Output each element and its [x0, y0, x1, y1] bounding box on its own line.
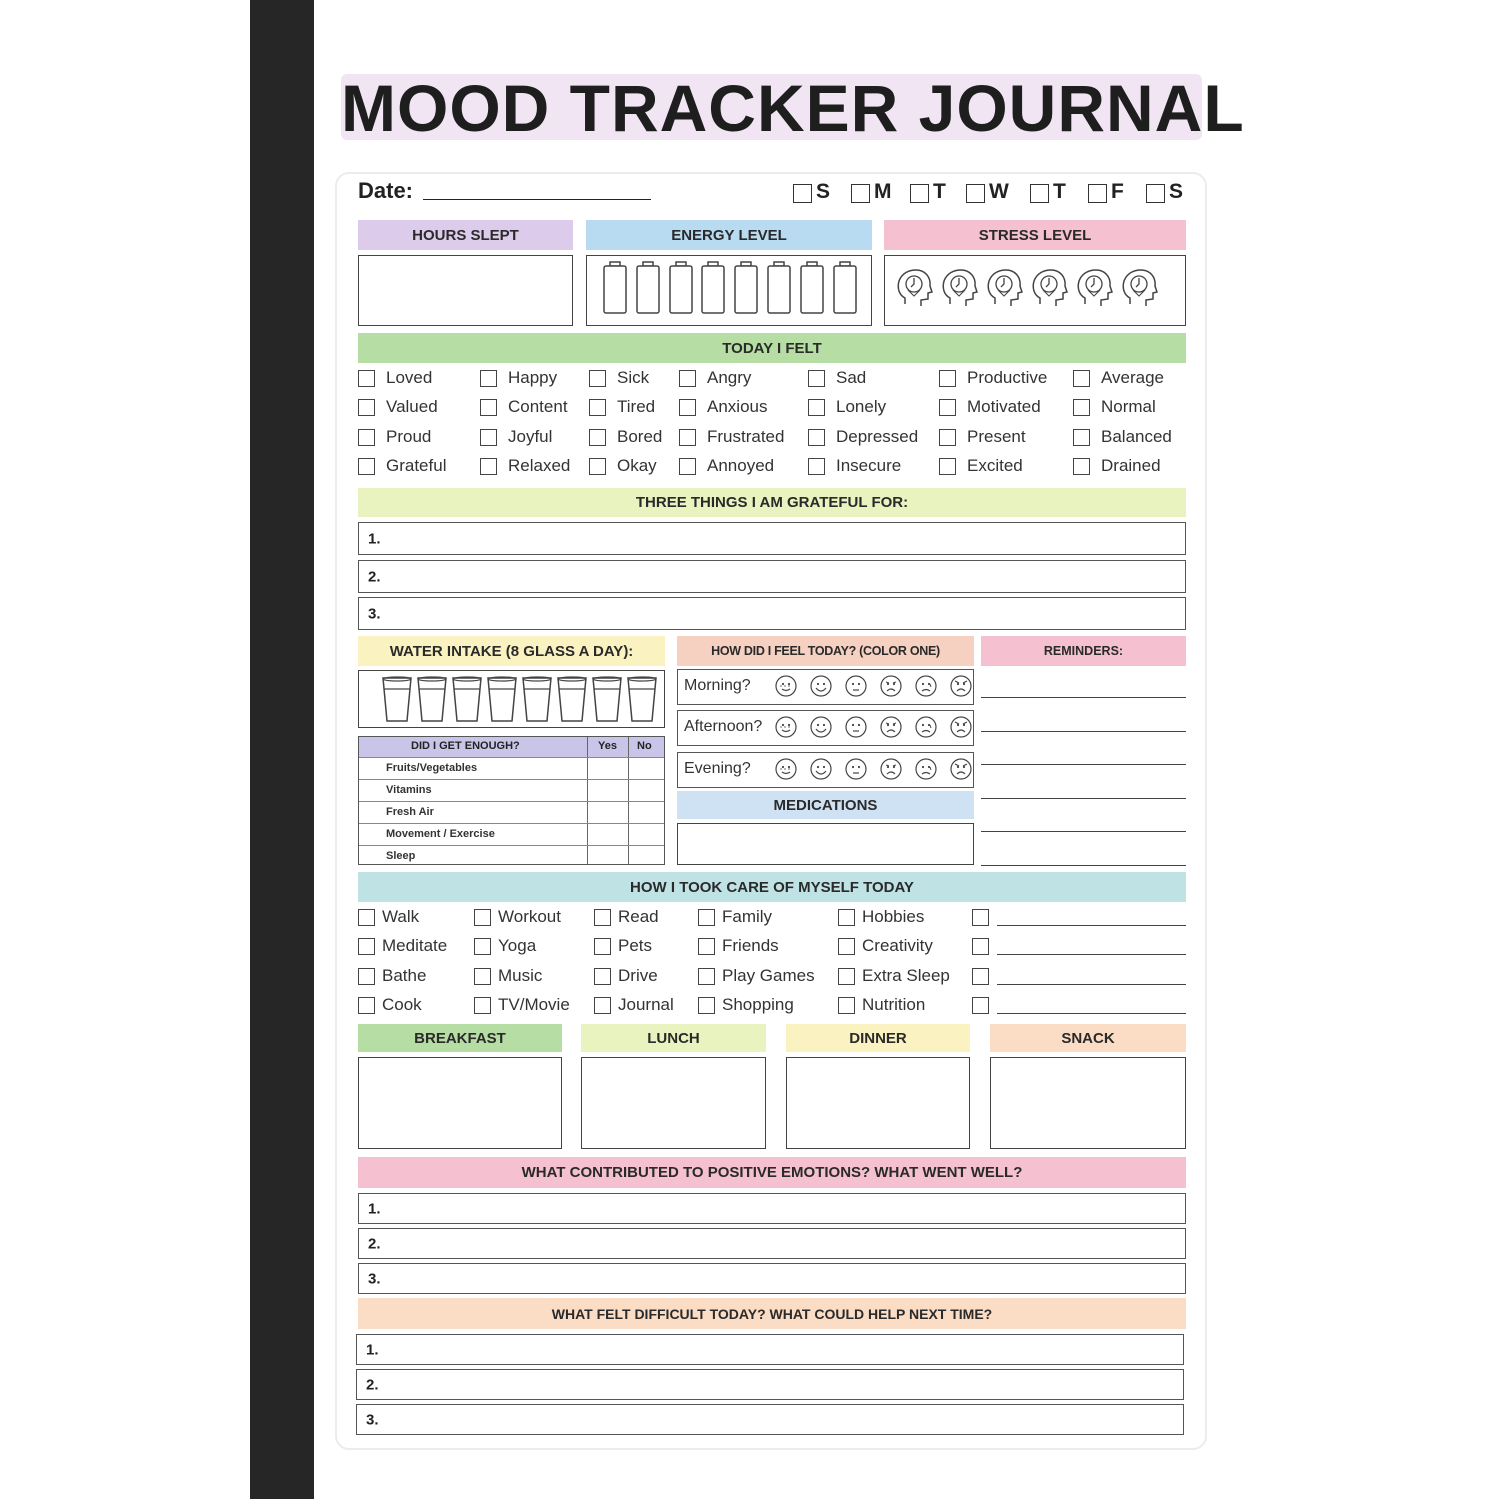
self-care-checkbox[interactable] — [358, 997, 375, 1014]
feeling-checkbox[interactable] — [589, 429, 606, 446]
no-cell[interactable] — [629, 846, 664, 864]
feeling-label: Depressed — [836, 427, 919, 446]
reminders-header: REMINDERS: — [981, 636, 1186, 666]
self-care-label: Bathe — [382, 966, 427, 985]
feeling-label: Annoyed — [707, 456, 775, 475]
self-care-label: Walk — [382, 907, 420, 926]
feeling-checkbox[interactable] — [480, 458, 497, 475]
feeling-label: Drained — [1101, 456, 1161, 475]
stress-head-icon[interactable] — [1075, 268, 1113, 310]
self-care-checkbox[interactable] — [698, 968, 715, 985]
reminder-line[interactable] — [981, 798, 1186, 799]
weekday-label: W — [989, 180, 1009, 203]
self-care-label: Workout — [498, 907, 561, 926]
stress-head-icon[interactable] — [985, 268, 1023, 310]
feeling-checkbox[interactable] — [1073, 458, 1090, 475]
self-care-label: Hobbies — [862, 907, 925, 926]
feeling-checkbox[interactable] — [358, 399, 375, 416]
custom-self-care-checkbox[interactable] — [972, 968, 989, 985]
custom-self-care-checkbox[interactable] — [972, 938, 989, 955]
feeling-checkbox[interactable] — [589, 370, 606, 387]
feeling-label: Sad — [836, 368, 867, 387]
reminder-line[interactable] — [981, 764, 1186, 765]
water-glass-icon[interactable] — [381, 675, 413, 723]
self-care-checkbox[interactable] — [358, 938, 375, 955]
no-cell[interactable] — [629, 824, 664, 845]
worried-face-icon[interactable] — [880, 716, 904, 740]
snack-box[interactable] — [990, 1057, 1186, 1149]
feeling-label: Balanced — [1101, 427, 1172, 446]
self-care-header: HOW I TOOK CARE OF MYSELF TODAY — [358, 872, 1186, 902]
enough-table-row-label: Fresh Air — [386, 806, 434, 818]
feeling-label: Grateful — [386, 456, 447, 475]
feeling-label: Anxious — [707, 397, 768, 416]
angry-face-icon[interactable] — [950, 675, 974, 699]
lunch-box[interactable] — [581, 1057, 766, 1149]
feeling-checkbox[interactable] — [679, 370, 696, 387]
lunch-header: LUNCH — [581, 1024, 766, 1052]
feeling-label: Tired — [617, 397, 656, 416]
calm-face-icon[interactable] — [775, 716, 799, 740]
row-number: 2. — [368, 568, 381, 585]
self-care-label: Pets — [618, 936, 653, 955]
self-care-checkbox[interactable] — [698, 997, 715, 1014]
feeling-checkbox[interactable] — [939, 399, 956, 416]
feeling-checkbox[interactable] — [358, 429, 375, 446]
breakfast-header: BREAKFAST — [358, 1024, 562, 1052]
self-care-checkbox[interactable] — [474, 909, 491, 926]
feeling-checkbox[interactable] — [589, 399, 606, 416]
stress-head-icon[interactable] — [1120, 268, 1158, 310]
self-care-label: Drive — [618, 966, 658, 985]
medications-box[interactable] — [677, 823, 974, 865]
mood-time-label: Morning? — [684, 677, 751, 694]
self-care-label: Journal — [618, 995, 674, 1014]
no-cell[interactable] — [629, 802, 664, 823]
how-did-i-feel-header: HOW DID I FEEL TODAY? (COLOR ONE) — [677, 636, 974, 666]
calm-face-icon[interactable] — [775, 675, 799, 699]
water-glass-icon[interactable] — [451, 675, 483, 723]
self-care-label: Nutrition — [862, 995, 926, 1014]
self-care-label: Meditate — [382, 936, 448, 955]
feeling-label: Bored — [617, 427, 663, 446]
weekday-label: M — [874, 180, 892, 203]
feeling-checkbox[interactable] — [480, 399, 497, 416]
feeling-checkbox[interactable] — [358, 458, 375, 475]
feeling-checkbox[interactable] — [808, 429, 825, 446]
self-care-checkbox[interactable] — [838, 997, 855, 1014]
no-cell[interactable] — [629, 780, 664, 801]
water-glass-icon[interactable] — [591, 675, 623, 723]
custom-self-care-line[interactable] — [997, 925, 1186, 926]
no-column-header: No — [637, 740, 652, 752]
feeling-checkbox[interactable] — [1073, 399, 1090, 416]
feeling-label: Happy — [508, 368, 558, 387]
self-care-label: Friends — [722, 936, 779, 955]
sad-face-icon[interactable] — [915, 758, 939, 782]
feeling-label: Average — [1101, 368, 1165, 387]
feeling-checkbox[interactable] — [358, 370, 375, 387]
battery-icon[interactable] — [635, 261, 661, 315]
self-care-checkbox[interactable] — [358, 909, 375, 926]
dinner-box[interactable] — [786, 1057, 970, 1149]
neutral-face-icon[interactable] — [845, 758, 869, 782]
battery-icon[interactable] — [668, 261, 694, 315]
yes-cell[interactable] — [588, 802, 628, 823]
positive-emotions-header: WHAT CONTRIBUTED TO POSITIVE EMOTIONS? WHAT WENT WELL? — [358, 1157, 1186, 1188]
weekday-checkbox[interactable] — [1088, 184, 1107, 203]
dinner-header: DINNER — [786, 1024, 970, 1052]
page-title: MOOD TRACKER JOURNAL — [341, 71, 1245, 145]
yes-cell[interactable] — [588, 758, 628, 779]
battery-icon[interactable] — [700, 261, 726, 315]
self-care-label: Cook — [382, 995, 422, 1014]
weekday-checkbox[interactable] — [1030, 184, 1049, 203]
weekday-checkbox[interactable] — [910, 184, 929, 203]
feeling-label: Proud — [386, 427, 432, 446]
self-care-checkbox[interactable] — [698, 909, 715, 926]
yes-cell[interactable] — [588, 846, 628, 864]
self-care-checkbox[interactable] — [594, 968, 611, 985]
enough-table-row-label: Sleep — [386, 850, 416, 862]
yes-column-header: Yes — [598, 740, 617, 752]
book-spine — [250, 0, 314, 1499]
feeling-checkbox[interactable] — [939, 429, 956, 446]
feeling-label: Present — [967, 427, 1026, 446]
worried-face-icon[interactable] — [880, 758, 904, 782]
weekday-label: S — [816, 180, 831, 203]
neutral-face-icon[interactable] — [845, 716, 869, 740]
mood-time-row — [677, 710, 974, 746]
feeling-label: Insecure — [836, 456, 902, 475]
battery-icon[interactable] — [733, 261, 759, 315]
battery-icon[interactable] — [832, 261, 858, 315]
grateful-entry[interactable] — [358, 560, 1186, 593]
sad-face-icon[interactable] — [915, 675, 939, 699]
feeling-checkbox[interactable] — [939, 458, 956, 475]
battery-icon[interactable] — [766, 261, 792, 315]
calm-face-icon[interactable] — [775, 758, 799, 782]
feeling-label: Sick — [617, 368, 650, 387]
feeling-checkbox[interactable] — [480, 370, 497, 387]
self-care-label: TV/Movie — [498, 995, 570, 1014]
row-number: 2. — [366, 1376, 379, 1393]
self-care-label: Yoga — [498, 936, 537, 955]
positive-entry[interactable] — [358, 1228, 1186, 1259]
enough-table-row — [359, 823, 664, 845]
water-glass-icon[interactable] — [486, 675, 518, 723]
self-care-checkbox[interactable] — [838, 938, 855, 955]
custom-self-care-checkbox[interactable] — [972, 997, 989, 1014]
breakfast-box[interactable] — [358, 1057, 562, 1149]
custom-self-care-checkbox[interactable] — [972, 909, 989, 926]
reminder-line[interactable] — [981, 697, 1186, 698]
water-glass-icon[interactable] — [416, 675, 448, 723]
weekday-checkbox[interactable] — [1146, 184, 1165, 203]
self-care-label: Creativity — [862, 936, 933, 955]
no-cell[interactable] — [629, 758, 664, 779]
feeling-label: Joyful — [508, 427, 553, 446]
feeling-label: Productive — [967, 368, 1048, 387]
date-label: Date: — [358, 178, 414, 203]
enough-table-row-label: Vitamins — [386, 784, 432, 796]
row-number: 1. — [368, 530, 381, 547]
reminder-line[interactable] — [981, 865, 1186, 866]
grateful-entry[interactable] — [358, 597, 1186, 630]
stress-head-icon[interactable] — [895, 268, 933, 310]
happy-face-icon[interactable] — [810, 758, 834, 782]
hours-slept-header: HOURS SLEPT — [358, 220, 573, 250]
angry-face-icon[interactable] — [950, 716, 974, 740]
feeling-label: Frustrated — [707, 427, 785, 446]
row-number: 3. — [368, 605, 381, 622]
feeling-checkbox[interactable] — [679, 399, 696, 416]
self-care-checkbox[interactable] — [698, 938, 715, 955]
water-intake-header: WATER INTAKE (8 GLASS A DAY): — [358, 636, 665, 666]
weekday-checkbox[interactable] — [793, 184, 812, 203]
custom-self-care-line[interactable] — [997, 984, 1186, 985]
self-care-checkbox[interactable] — [358, 968, 375, 985]
feeling-label: Valued — [386, 397, 438, 416]
grateful-header: THREE THINGS I AM GRATEFUL FOR: — [358, 488, 1186, 517]
self-care-checkbox[interactable] — [594, 938, 611, 955]
angry-face-icon[interactable] — [950, 758, 974, 782]
sad-face-icon[interactable] — [915, 716, 939, 740]
yes-cell[interactable] — [588, 780, 628, 801]
feeling-checkbox[interactable] — [1073, 429, 1090, 446]
today-i-felt-header: TODAY I FELT — [358, 333, 1186, 363]
feeling-checkbox[interactable] — [679, 429, 696, 446]
row-number: 2. — [368, 1235, 381, 1252]
feeling-label: Loved — [386, 368, 433, 387]
grateful-entry[interactable] — [358, 522, 1186, 555]
worried-face-icon[interactable] — [880, 675, 904, 699]
self-care-checkbox[interactable] — [838, 909, 855, 926]
weekday-label: T — [1053, 180, 1066, 203]
row-number: 1. — [366, 1341, 379, 1358]
difficult-header: WHAT FELT DIFFICULT TODAY? WHAT COULD HELP NEXT TIME? — [358, 1298, 1186, 1329]
feeling-label: Normal — [1101, 397, 1156, 416]
self-care-checkbox[interactable] — [474, 997, 491, 1014]
positive-entry[interactable] — [358, 1193, 1186, 1224]
row-number: 3. — [368, 1270, 381, 1287]
hours-slept-box[interactable] — [358, 255, 573, 326]
snack-header: SNACK — [990, 1024, 1186, 1052]
mood-time-label: Evening? — [684, 760, 751, 777]
enough-table-row-label: Movement / Exercise — [386, 828, 495, 840]
self-care-checkbox[interactable] — [594, 997, 611, 1014]
reminder-line[interactable] — [981, 731, 1186, 732]
happy-face-icon[interactable] — [810, 716, 834, 740]
positive-entry[interactable] — [358, 1263, 1186, 1294]
self-care-label: Play Games — [722, 966, 815, 985]
self-care-checkbox[interactable] — [594, 909, 611, 926]
feeling-label: Excited — [967, 456, 1023, 475]
custom-self-care-line[interactable] — [997, 1013, 1186, 1014]
self-care-label: Family — [722, 907, 773, 926]
self-care-label: Extra Sleep — [862, 966, 950, 985]
feeling-checkbox[interactable] — [808, 370, 825, 387]
enough-table — [358, 736, 665, 865]
feeling-label: Content — [508, 397, 568, 416]
energy-level-header: ENERGY LEVEL — [586, 220, 872, 250]
enough-table-row — [359, 801, 664, 823]
difficult-entry[interactable] — [356, 1334, 1184, 1365]
difficult-entry[interactable] — [356, 1404, 1184, 1435]
enough-table-row-label: Fruits/Vegetables — [386, 762, 478, 774]
date-field[interactable] — [423, 199, 651, 200]
self-care-label: Music — [498, 966, 543, 985]
difficult-entry[interactable] — [356, 1369, 1184, 1400]
feeling-checkbox[interactable] — [589, 458, 606, 475]
weekday-checkbox[interactable] — [966, 184, 985, 203]
enough-table-row — [359, 757, 664, 779]
energy-level-box — [586, 255, 872, 326]
feeling-checkbox[interactable] — [480, 429, 497, 446]
feeling-checkbox[interactable] — [679, 458, 696, 475]
weekday-label: T — [933, 180, 946, 203]
custom-self-care-line[interactable] — [997, 954, 1186, 955]
stress-head-icon[interactable] — [1030, 268, 1068, 310]
feeling-label: Lonely — [836, 397, 887, 416]
feeling-label: Motivated — [967, 397, 1041, 416]
feeling-label: Relaxed — [508, 456, 571, 475]
mood-time-row — [677, 669, 974, 705]
self-care-label: Shopping — [722, 995, 794, 1014]
enough-table-row — [359, 845, 664, 864]
battery-icon[interactable] — [602, 261, 628, 315]
stress-head-icon[interactable] — [940, 268, 978, 310]
water-glass-icon[interactable] — [626, 675, 658, 723]
self-care-checkbox[interactable] — [474, 938, 491, 955]
feeling-checkbox[interactable] — [939, 370, 956, 387]
row-number: 1. — [368, 1200, 381, 1217]
feeling-checkbox[interactable] — [808, 458, 825, 475]
enough-table-title: DID I GET ENOUGH? — [411, 740, 520, 752]
water-glass-icon[interactable] — [521, 675, 553, 723]
reminder-line[interactable] — [981, 831, 1186, 832]
neutral-face-icon[interactable] — [845, 675, 869, 699]
enough-table-row — [359, 779, 664, 801]
row-number: 3. — [366, 1411, 379, 1428]
self-care-checkbox[interactable] — [838, 968, 855, 985]
weekday-label: F — [1111, 180, 1124, 203]
weekday-label: S — [1169, 180, 1184, 203]
weekday-checkbox[interactable] — [851, 184, 870, 203]
self-care-label: Read — [618, 907, 659, 926]
self-care-checkbox[interactable] — [474, 968, 491, 985]
battery-icon[interactable] — [799, 261, 825, 315]
water-glass-icon[interactable] — [556, 675, 588, 723]
medications-header: MEDICATIONS — [677, 791, 974, 819]
feeling-label: Okay — [617, 456, 657, 475]
stress-level-header: STRESS LEVEL — [884, 220, 1186, 250]
feeling-label: Angry — [707, 368, 752, 387]
yes-cell[interactable] — [588, 824, 628, 845]
mood-time-row — [677, 752, 974, 788]
feeling-checkbox[interactable] — [808, 399, 825, 416]
feeling-checkbox[interactable] — [1073, 370, 1090, 387]
mood-time-label: Afternoon? — [684, 718, 763, 735]
happy-face-icon[interactable] — [810, 675, 834, 699]
